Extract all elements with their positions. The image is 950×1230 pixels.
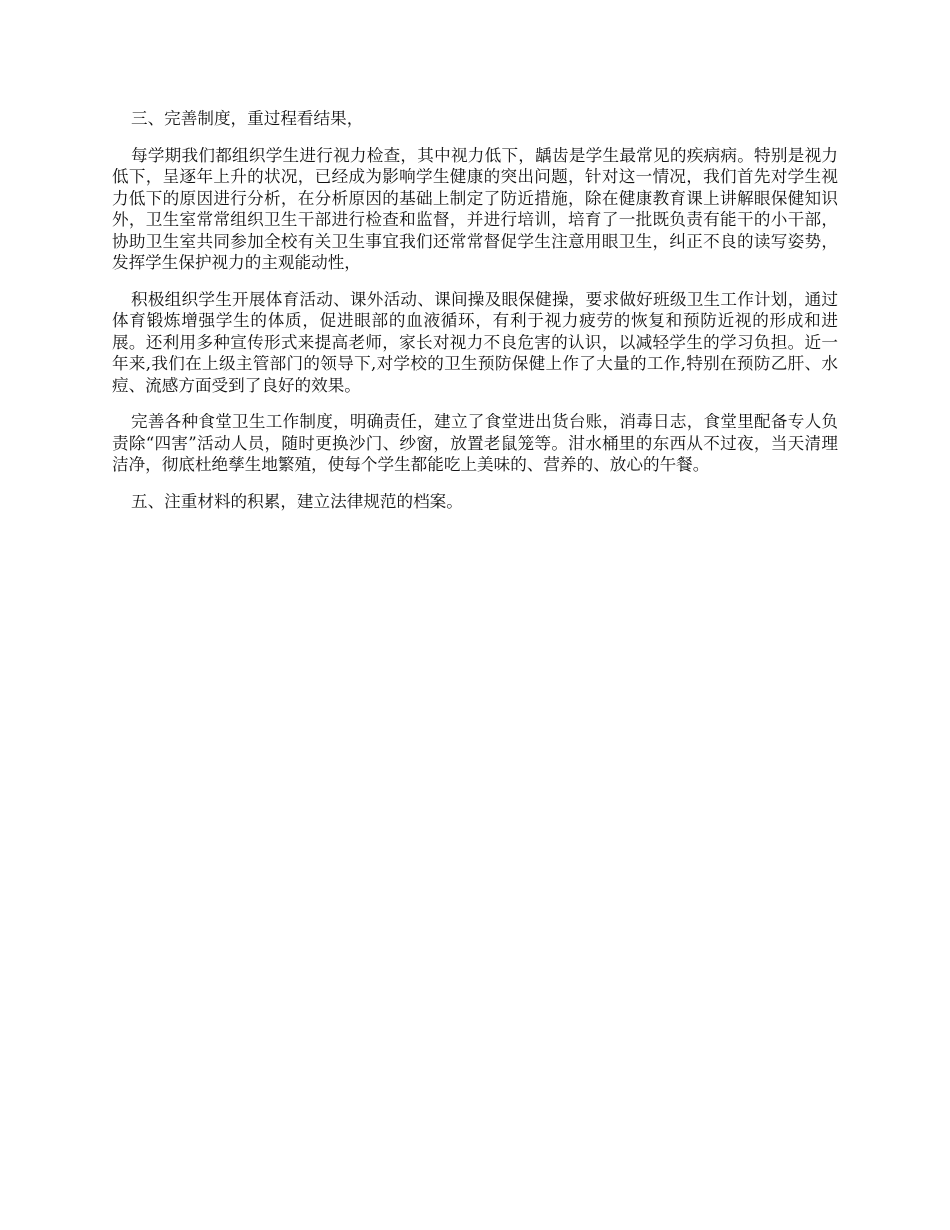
section-heading-three: 三、完善制度，重过程看结果， bbox=[131, 109, 364, 128]
paragraph-physical-activities: 积极组织学生开展体育活动、课外活动、课间操及眼保健操，要求做好班级卫生工作计划，通过体育锻炼增强学生的体质，促进眼部的血液循环，有利于视力疲劳的恢复和预防近视的形成和进展。还利用多种宣传形式来提高老师，家长对视力不良危害的认识，以减轻学生的学习负担。近一年来,我们在上级主管部门的领导下,对学校的卫生预防保健上作了大量的工作,特别在预防乙肝、水痘、流感方面受到了良好的效果。 bbox=[112, 289, 838, 395]
paragraph-vision-check: 每学期我们都组织学生进行视力检查，其中视力低下，龋齿是学生最常见的疾病病。特别是视力低下，呈逐年上升的状况，已经成为影响学生健康的突出问题，针对这一情况，我们首先对学生视力低下的原因进行分析，在分析原因的基础上制定了防近措施，除在健康教育课上讲解眼保健知识外，卫生室常常组织卫生干部进行检查和监督，并进行培训，培育了一批既负责有能干的小干部，协助卫生室共同参加全校有关卫生事宜我们还常常督促学生注意用眼卫生，纠正不良的读写姿势，发挥学生保护视力的主观能动性， bbox=[112, 145, 838, 272]
section-heading-five: 五、注重材料的积累，建立法律规范的档案。 bbox=[131, 491, 463, 511]
paragraph-canteen-hygiene: 完善各种食堂卫生工作制度，明确责任，建立了食堂进出货台账，消毒日志，食堂里配备专人负责除“四害”活动人员，随时更换沙门、纱窗，放置老鼠笼等。泔水桶里的东西从不过夜，当天清理洁净，彻底杜绝孳生地繁殖，使每个学生都能吃上美味的、营养的、放心的午餐。 bbox=[112, 412, 838, 474]
document-page bbox=[112, 108, 838, 527]
